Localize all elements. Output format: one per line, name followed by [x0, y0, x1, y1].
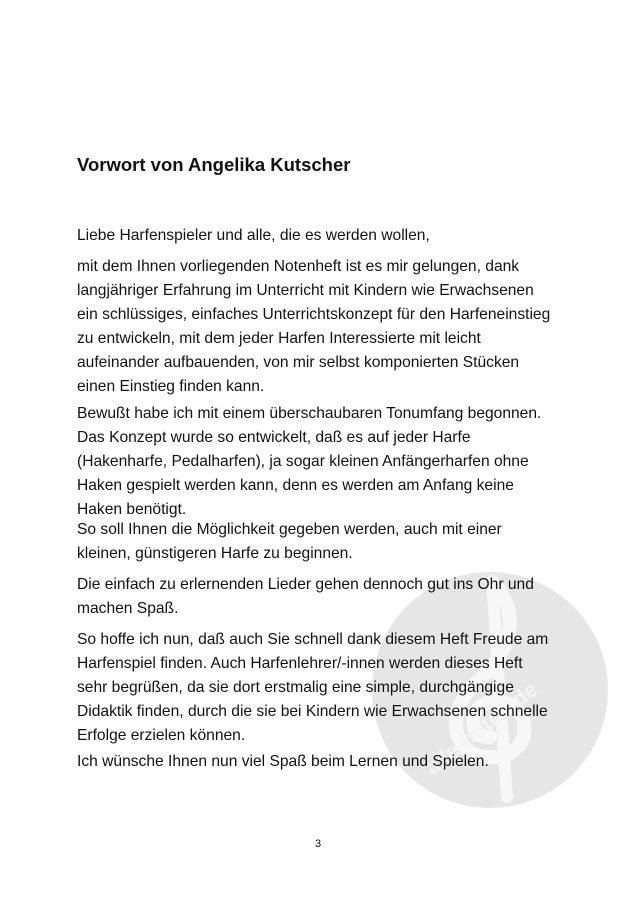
text-line: mit dem Ihnen vorliegenden Notenheft ist es mir gelungen, dank	[77, 258, 520, 275]
text-line: aufeinander aufbauenden, von mir selbst komponierten Stücken	[77, 354, 520, 371]
paragraph	[77, 573, 534, 621]
page-title: Vorwort von Angelika Kutscher	[77, 154, 351, 175]
text-line: So soll Ihnen die Möglichkeit gegeben werden, auch mit einer	[77, 521, 502, 538]
page-number: 3	[315, 838, 322, 850]
text-line: kleinen, günstigeren Harfe zu beginnen.	[77, 545, 353, 562]
text-line: Didaktik finden, durch die sie bei Kindern wie Erwachsenen schnelle	[77, 703, 548, 720]
watermark-text: alle-noten.de	[420, 676, 543, 780]
paragraph	[77, 224, 430, 248]
text-line: einen Einstieg finden kann.	[77, 378, 265, 395]
paragraph	[77, 255, 550, 399]
text-line: Harfenspiel finden. Auch Harfenlehrer/-innen werden dieses Heft	[77, 655, 523, 672]
text-line: So hoffe ich nun, daß auch Sie schnell dank diesem Heft Freude am	[77, 631, 549, 648]
text-line: Die einfach zu erlernenden Lieder gehen dennoch gut ins Ohr und	[77, 576, 534, 593]
text-line: langjähriger Erfahrung im Unterricht mit Kindern wie Erwachsenen	[77, 282, 534, 299]
text-line: Ich wünsche Ihnen nun viel Spaß beim Lernen und Spielen.	[77, 753, 489, 770]
paragraph	[77, 628, 548, 748]
text-line: Haken benötigt.	[77, 501, 187, 518]
text-line: Liebe Harfenspieler und alle, die es werden wollen,	[77, 227, 430, 244]
text-line: Erfolge erzielen können.	[77, 727, 246, 744]
text-line: sehr begrüßen, da sie dort erstmalig eine simple, durchgängige	[77, 679, 514, 696]
text-line: Haken gespielt werden kann, denn es werden am Anfang keine	[77, 477, 514, 494]
paragraph	[77, 518, 502, 566]
text-line: Das Konzept wurde so entwickelt, daß es auf jeder Harfe	[77, 429, 471, 446]
text-line: zu entwickeln, mit dem jeder Harfen Interessierte mit leicht	[77, 330, 481, 347]
paragraph	[77, 750, 489, 774]
paragraph	[77, 402, 541, 522]
text-line: ein schlüssiges, einfaches Unterrichtskonzept für den Harfeneinstieg	[77, 306, 551, 323]
text-line: machen Spaß.	[77, 600, 179, 617]
text-line: Bewußt habe ich mit einem überschaubaren Tonumfang begonnen.	[77, 405, 542, 422]
text-line: (Hakenharfe, Pedalharfen), ja sogar kleinen Anfängerharfen ohne	[77, 453, 529, 470]
